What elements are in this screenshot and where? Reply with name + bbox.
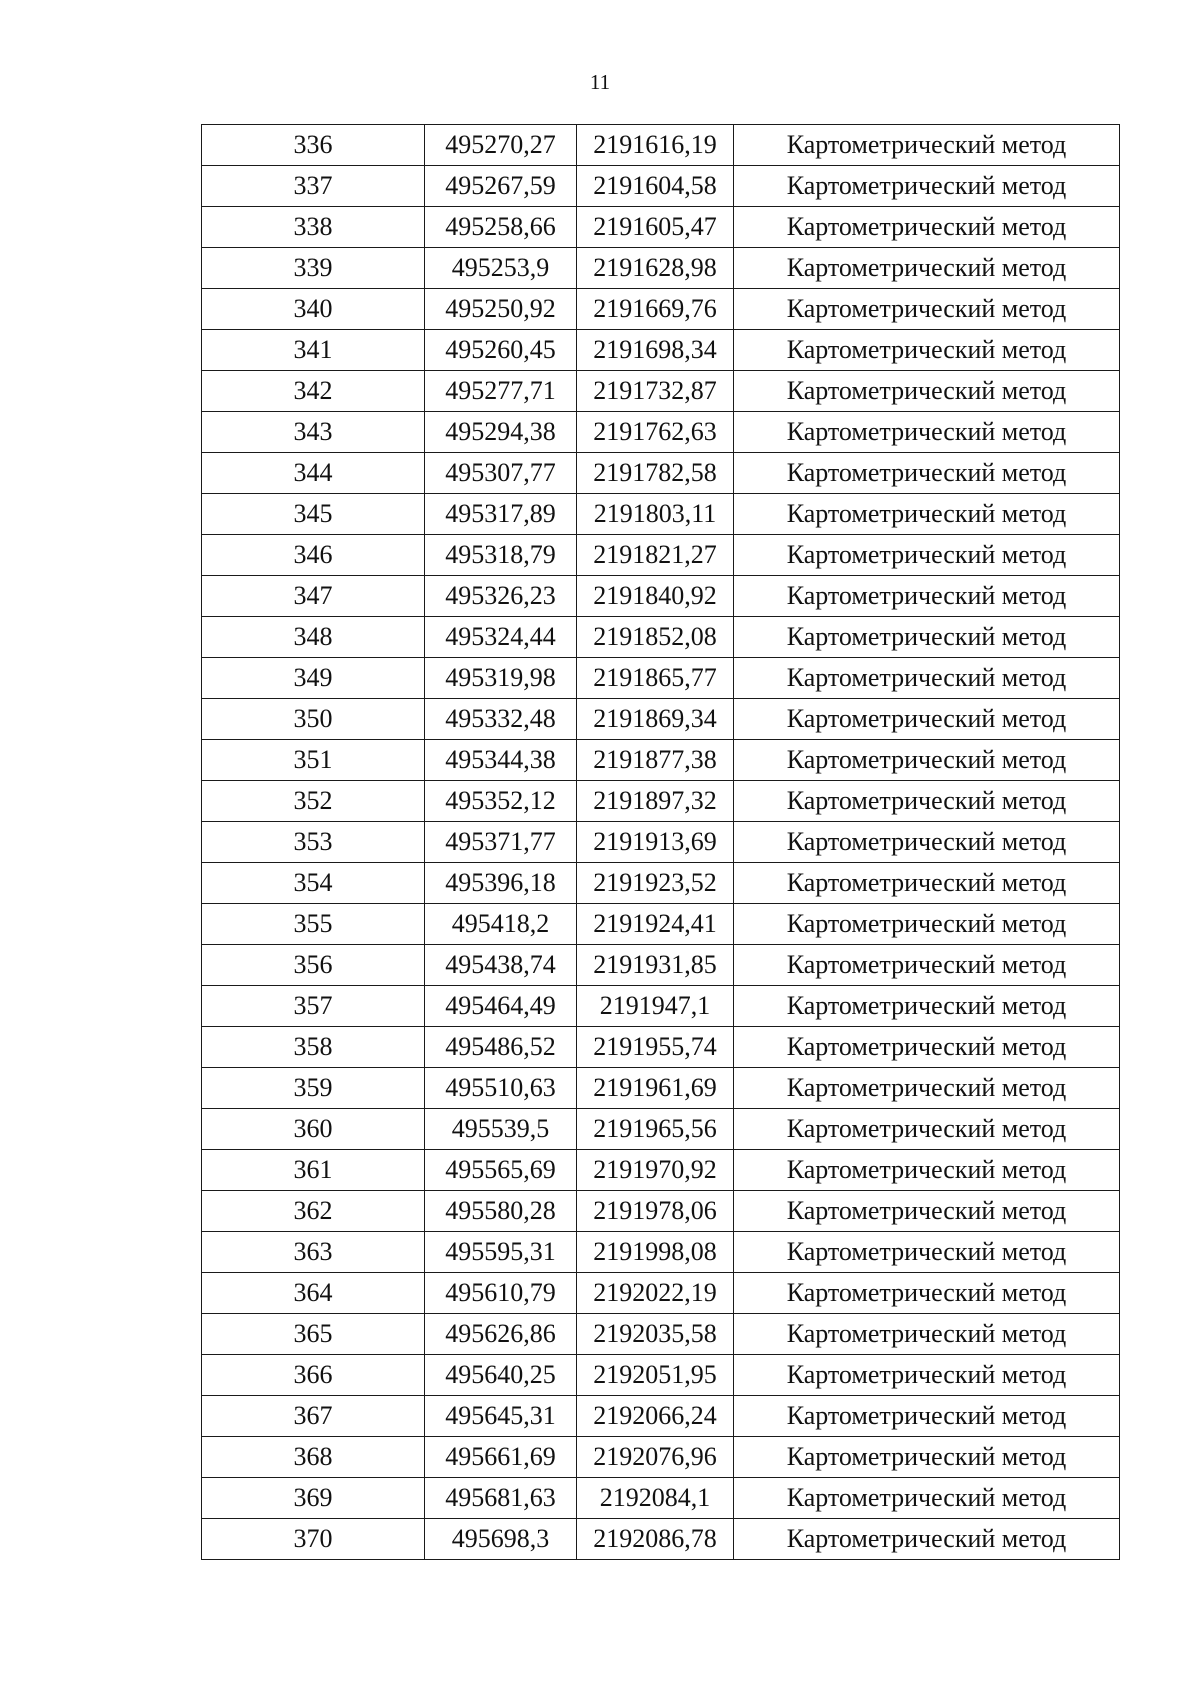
method-cell: Картометрический метод [734, 1027, 1120, 1068]
method-cell: Картометрический метод [734, 822, 1120, 863]
x-coordinate-cell: 495250,92 [425, 289, 577, 330]
y-coordinate-cell: 2191628,98 [577, 248, 734, 289]
x-coordinate-cell: 495307,77 [425, 453, 577, 494]
table-row [202, 576, 1120, 617]
x-coordinate-cell: 495344,38 [425, 740, 577, 781]
y-coordinate-cell: 2191604,58 [577, 166, 734, 207]
method-cell: Картометрический метод [734, 1519, 1120, 1560]
y-coordinate-cell: 2192084,1 [577, 1478, 734, 1519]
table-row [202, 781, 1120, 822]
x-coordinate-cell: 495270,27 [425, 125, 577, 166]
table-row [202, 863, 1120, 904]
y-coordinate-cell: 2192035,58 [577, 1314, 734, 1355]
x-coordinate-cell: 495253,9 [425, 248, 577, 289]
point-number-cell: 357 [202, 986, 425, 1027]
method-cell: Картометрический метод [734, 576, 1120, 617]
point-number-cell: 367 [202, 1396, 425, 1437]
x-coordinate-cell: 495661,69 [425, 1437, 577, 1478]
point-number-cell: 344 [202, 453, 425, 494]
x-coordinate-cell: 495698,3 [425, 1519, 577, 1560]
table-row [202, 1478, 1120, 1519]
page-number: 11 [589, 70, 611, 94]
point-number-cell: 341 [202, 330, 425, 371]
point-number-cell: 348 [202, 617, 425, 658]
table-row [202, 371, 1120, 412]
point-number-cell: 356 [202, 945, 425, 986]
x-coordinate-cell: 495681,63 [425, 1478, 577, 1519]
table-row [202, 1232, 1120, 1273]
y-coordinate-cell: 2191877,38 [577, 740, 734, 781]
table-row [202, 740, 1120, 781]
x-coordinate-cell: 495595,31 [425, 1232, 577, 1273]
table-row [202, 535, 1120, 576]
point-number-cell: 349 [202, 658, 425, 699]
y-coordinate-cell: 2191947,1 [577, 986, 734, 1027]
method-cell: Картометрический метод [734, 1437, 1120, 1478]
x-coordinate-cell: 495539,5 [425, 1109, 577, 1150]
method-cell: Картометрический метод [734, 781, 1120, 822]
x-coordinate-cell: 495317,89 [425, 494, 577, 535]
table-row [202, 986, 1120, 1027]
y-coordinate-cell: 2191669,76 [577, 289, 734, 330]
x-coordinate-cell: 495464,49 [425, 986, 577, 1027]
table-row [202, 494, 1120, 535]
x-coordinate-cell: 495294,38 [425, 412, 577, 453]
table-row [202, 658, 1120, 699]
point-number-cell: 338 [202, 207, 425, 248]
point-number-cell: 364 [202, 1273, 425, 1314]
table-row [202, 1150, 1120, 1191]
y-coordinate-cell: 2191924,41 [577, 904, 734, 945]
y-coordinate-cell: 2191961,69 [577, 1068, 734, 1109]
table-row [202, 453, 1120, 494]
point-number-cell: 360 [202, 1109, 425, 1150]
method-cell: Картометрический метод [734, 371, 1120, 412]
y-coordinate-cell: 2191970,92 [577, 1150, 734, 1191]
table-row [202, 699, 1120, 740]
x-coordinate-cell: 495352,12 [425, 781, 577, 822]
y-coordinate-cell: 2191698,34 [577, 330, 734, 371]
y-coordinate-cell: 2191998,08 [577, 1232, 734, 1273]
x-coordinate-cell: 495626,86 [425, 1314, 577, 1355]
table-row [202, 822, 1120, 863]
x-coordinate-cell: 495260,45 [425, 330, 577, 371]
y-coordinate-cell: 2191616,19 [577, 125, 734, 166]
table-row [202, 248, 1120, 289]
point-number-cell: 369 [202, 1478, 425, 1519]
method-cell: Картометрический метод [734, 1355, 1120, 1396]
method-cell: Картометрический метод [734, 1068, 1120, 1109]
y-coordinate-cell: 2191965,56 [577, 1109, 734, 1150]
x-coordinate-cell: 495486,52 [425, 1027, 577, 1068]
point-number-cell: 350 [202, 699, 425, 740]
table-row [202, 1437, 1120, 1478]
point-number-cell: 337 [202, 166, 425, 207]
x-coordinate-cell: 495326,23 [425, 576, 577, 617]
method-cell: Картометрический метод [734, 1109, 1120, 1150]
y-coordinate-cell: 2191923,52 [577, 863, 734, 904]
point-number-cell: 345 [202, 494, 425, 535]
point-number-cell: 368 [202, 1437, 425, 1478]
method-cell: Картометрический метод [734, 904, 1120, 945]
x-coordinate-cell: 495640,25 [425, 1355, 577, 1396]
method-cell: Картометрический метод [734, 125, 1120, 166]
method-cell: Картометрический метод [734, 740, 1120, 781]
method-cell: Картометрический метод [734, 617, 1120, 658]
table-row [202, 207, 1120, 248]
method-cell: Картометрический метод [734, 166, 1120, 207]
y-coordinate-cell: 2191897,32 [577, 781, 734, 822]
table-row [202, 1396, 1120, 1437]
point-number-cell: 363 [202, 1232, 425, 1273]
table-row [202, 1068, 1120, 1109]
x-coordinate-cell: 495267,59 [425, 166, 577, 207]
method-cell: Картометрический метод [734, 1232, 1120, 1273]
method-cell: Картометрический метод [734, 494, 1120, 535]
table-row [202, 1355, 1120, 1396]
point-number-cell: 346 [202, 535, 425, 576]
table-row [202, 412, 1120, 453]
point-number-cell: 340 [202, 289, 425, 330]
point-number-cell: 347 [202, 576, 425, 617]
method-cell: Картометрический метод [734, 658, 1120, 699]
method-cell: Картометрический метод [734, 289, 1120, 330]
table-row [202, 1027, 1120, 1068]
table-row [202, 1314, 1120, 1355]
table-row [202, 617, 1120, 658]
point-number-cell: 336 [202, 125, 425, 166]
y-coordinate-cell: 2191865,77 [577, 658, 734, 699]
x-coordinate-cell: 495324,44 [425, 617, 577, 658]
y-coordinate-cell: 2191605,47 [577, 207, 734, 248]
x-coordinate-cell: 495645,31 [425, 1396, 577, 1437]
coordinates-table-body [202, 125, 1120, 1560]
y-coordinate-cell: 2192076,96 [577, 1437, 734, 1478]
method-cell: Картометрический метод [734, 412, 1120, 453]
method-cell: Картометрический метод [734, 1396, 1120, 1437]
point-number-cell: 343 [202, 412, 425, 453]
method-cell: Картометрический метод [734, 699, 1120, 740]
point-number-cell: 339 [202, 248, 425, 289]
point-number-cell: 370 [202, 1519, 425, 1560]
point-number-cell: 366 [202, 1355, 425, 1396]
y-coordinate-cell: 2191931,85 [577, 945, 734, 986]
y-coordinate-cell: 2191840,92 [577, 576, 734, 617]
point-number-cell: 352 [202, 781, 425, 822]
method-cell: Картометрический метод [734, 1478, 1120, 1519]
x-coordinate-cell: 495396,18 [425, 863, 577, 904]
y-coordinate-cell: 2191869,34 [577, 699, 734, 740]
method-cell: Картометрический метод [734, 453, 1120, 494]
y-coordinate-cell: 2191732,87 [577, 371, 734, 412]
table-row [202, 330, 1120, 371]
y-coordinate-cell: 2192022,19 [577, 1273, 734, 1314]
method-cell: Картометрический метод [734, 535, 1120, 576]
x-coordinate-cell: 495565,69 [425, 1150, 577, 1191]
point-number-cell: 351 [202, 740, 425, 781]
method-cell: Картометрический метод [734, 330, 1120, 371]
method-cell: Картометрический метод [734, 1273, 1120, 1314]
x-coordinate-cell: 495510,63 [425, 1068, 577, 1109]
point-number-cell: 362 [202, 1191, 425, 1232]
x-coordinate-cell: 495318,79 [425, 535, 577, 576]
x-coordinate-cell: 495332,48 [425, 699, 577, 740]
y-coordinate-cell: 2192066,24 [577, 1396, 734, 1437]
y-coordinate-cell: 2191803,11 [577, 494, 734, 535]
y-coordinate-cell: 2191978,06 [577, 1191, 734, 1232]
y-coordinate-cell: 2191762,63 [577, 412, 734, 453]
method-cell: Картометрический метод [734, 945, 1120, 986]
method-cell: Картометрический метод [734, 1150, 1120, 1191]
table-row [202, 289, 1120, 330]
point-number-cell: 358 [202, 1027, 425, 1068]
x-coordinate-cell: 495580,28 [425, 1191, 577, 1232]
y-coordinate-cell: 2192086,78 [577, 1519, 734, 1560]
point-number-cell: 365 [202, 1314, 425, 1355]
x-coordinate-cell: 495371,77 [425, 822, 577, 863]
y-coordinate-cell: 2191782,58 [577, 453, 734, 494]
table-row [202, 904, 1120, 945]
method-cell: Картометрический метод [734, 207, 1120, 248]
method-cell: Картометрический метод [734, 863, 1120, 904]
method-cell: Картометрический метод [734, 1314, 1120, 1355]
table-row [202, 1519, 1120, 1560]
x-coordinate-cell: 495418,2 [425, 904, 577, 945]
table-row [202, 945, 1120, 986]
y-coordinate-cell: 2191955,74 [577, 1027, 734, 1068]
method-cell: Картометрический метод [734, 986, 1120, 1027]
point-number-cell: 361 [202, 1150, 425, 1191]
x-coordinate-cell: 495277,71 [425, 371, 577, 412]
table-row [202, 1191, 1120, 1232]
table-row [202, 1273, 1120, 1314]
x-coordinate-cell: 495319,98 [425, 658, 577, 699]
method-cell: Картометрический метод [734, 248, 1120, 289]
y-coordinate-cell: 2192051,95 [577, 1355, 734, 1396]
method-cell: Картометрический метод [734, 1191, 1120, 1232]
point-number-cell: 354 [202, 863, 425, 904]
y-coordinate-cell: 2191821,27 [577, 535, 734, 576]
point-number-cell: 355 [202, 904, 425, 945]
y-coordinate-cell: 2191913,69 [577, 822, 734, 863]
point-number-cell: 359 [202, 1068, 425, 1109]
x-coordinate-cell: 495258,66 [425, 207, 577, 248]
x-coordinate-cell: 495438,74 [425, 945, 577, 986]
point-number-cell: 353 [202, 822, 425, 863]
coordinates-table [201, 124, 1120, 1560]
y-coordinate-cell: 2191852,08 [577, 617, 734, 658]
table-row [202, 125, 1120, 166]
table-row [202, 166, 1120, 207]
table-row [202, 1109, 1120, 1150]
point-number-cell: 342 [202, 371, 425, 412]
x-coordinate-cell: 495610,79 [425, 1273, 577, 1314]
